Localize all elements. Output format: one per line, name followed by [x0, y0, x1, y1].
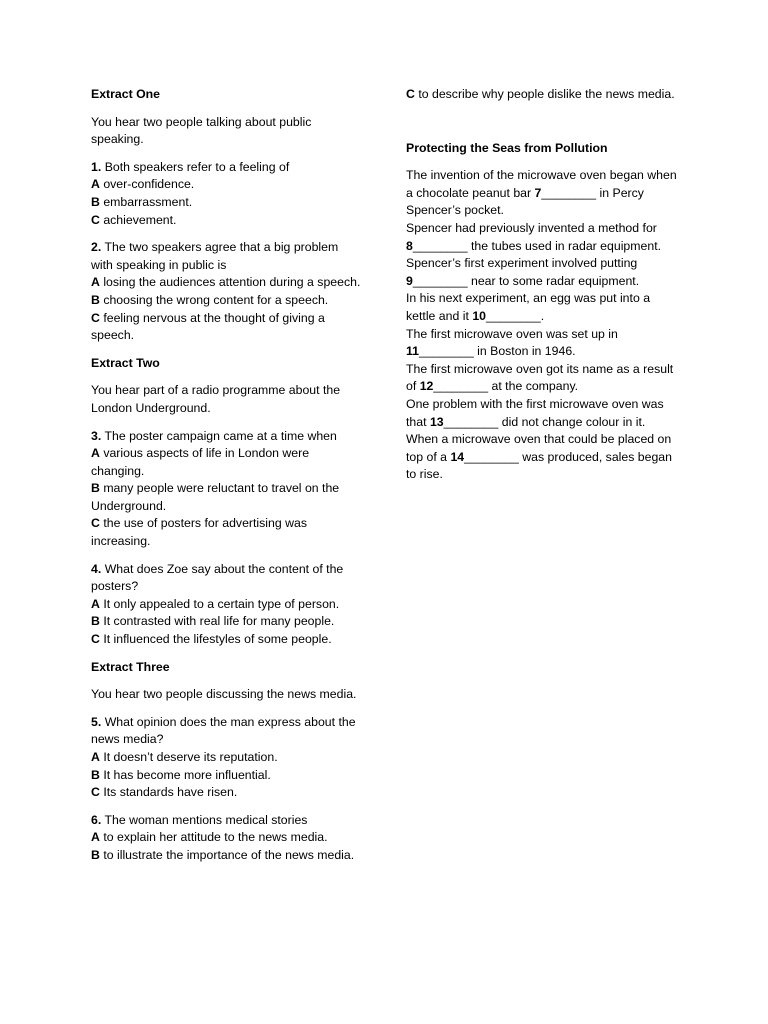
- option-text: achievement.: [103, 212, 177, 227]
- question-text: What opinion does the man express about the news media?: [91, 714, 356, 747]
- option-letter: B: [91, 767, 100, 782]
- sentence-text: in Boston in 1946.: [473, 344, 576, 359]
- extract-heading: Extract Two: [91, 355, 160, 370]
- option-text: choosing the wrong content for a speech.: [103, 292, 329, 307]
- option-letter: A: [91, 446, 100, 461]
- option: [91, 784, 363, 802]
- option-text: to describe why people dislike the news media.: [418, 87, 675, 101]
- answer-blank[interactable]: ________: [443, 414, 499, 429]
- answer-blank[interactable]: ________: [486, 308, 541, 323]
- sentence-text: When a microwave oven that could be placed on top of a: [406, 432, 672, 464]
- gap-fill-sentence: [406, 361, 678, 396]
- option: [91, 515, 363, 550]
- question-number: 4.: [91, 561, 102, 576]
- extract-intro: You hear part of a radio programme about the London Underground.: [91, 383, 341, 415]
- sentence-text: The first microwave oven got its name as a result of: [406, 361, 674, 394]
- gap-number: 14: [450, 449, 465, 464]
- gap-fill-sentence: [406, 396, 678, 431]
- answer-blank[interactable]: ________: [412, 238, 468, 253]
- sentence-text: The first microwave oven was set up in: [406, 326, 618, 341]
- option: [91, 767, 363, 785]
- section-heading: Protecting the Seas from Pollution: [406, 140, 608, 155]
- gap-number: 7: [534, 185, 542, 200]
- extract-heading: Extract Three: [91, 659, 170, 674]
- option: [91, 310, 363, 345]
- option: [91, 613, 363, 631]
- question-6: [91, 812, 363, 865]
- option-text: It doesn’t deserve its reputation.: [103, 750, 278, 764]
- option-text: It influenced the lifestyles of some people.: [103, 632, 332, 647]
- answer-blank[interactable]: ________: [412, 273, 468, 288]
- sentence-text: .: [540, 308, 545, 323]
- option-letter: B: [91, 292, 100, 307]
- option-letter: A: [91, 177, 100, 192]
- question-text: What does Zoe say about the content of the posters?: [91, 561, 344, 594]
- extract-intro: You hear two people discussing the news media.: [91, 687, 357, 702]
- left-column: [91, 86, 363, 875]
- option: [91, 847, 363, 865]
- option: [91, 596, 363, 614]
- option-text: the use of posters for advertising was increasing.: [91, 516, 307, 549]
- option-letter: B: [91, 194, 100, 209]
- gap-fill-sentence: [406, 167, 678, 220]
- option: [91, 176, 363, 194]
- sentence-text: at the company.: [488, 379, 579, 394]
- option-continued: [406, 86, 678, 104]
- option: [91, 292, 363, 310]
- option: [91, 749, 363, 767]
- option-letter: C: [91, 212, 100, 227]
- question-stem: [91, 239, 363, 274]
- sentence-text: near to some radar equipment.: [467, 273, 640, 288]
- question-2: [91, 239, 363, 345]
- sentence-text: In his next experiment, an egg was put into a kettle and it: [406, 291, 651, 323]
- gap-fill-sentence: [406, 220, 678, 255]
- extract-three: [91, 659, 363, 865]
- gap-fill-sentence: [406, 255, 678, 290]
- option-text: It has become more influential.: [103, 767, 271, 782]
- question-5: [91, 714, 363, 802]
- option: [91, 194, 363, 212]
- question-stem: [91, 561, 363, 596]
- question-number: 3.: [91, 428, 102, 443]
- question-4: [91, 561, 363, 649]
- question-3: [91, 428, 363, 551]
- extract-heading: Extract One: [91, 87, 161, 101]
- sentence-text: Spencer’s first experiment involved putting: [406, 256, 638, 271]
- option-text: embarrassment.: [103, 194, 193, 209]
- option: [91, 274, 363, 292]
- option-letter: B: [91, 481, 100, 496]
- option-letter: C: [406, 87, 415, 101]
- extract-one: [91, 86, 363, 345]
- option-letter: A: [91, 830, 100, 845]
- extract-two: [91, 355, 363, 649]
- option-letter: C: [91, 785, 100, 800]
- option-text: Its standards have risen.: [103, 785, 238, 800]
- option: [91, 829, 363, 847]
- question-text: The two speakers agree that a big problem with speaking in public is: [91, 240, 339, 272]
- option-text: many people were reluctant to travel on the Underground.: [91, 481, 340, 513]
- question-number: 1.: [91, 159, 102, 174]
- section-protecting-seas: [406, 140, 678, 484]
- question-stem: [91, 159, 363, 177]
- answer-blank[interactable]: ________: [433, 379, 489, 394]
- option-letter: A: [91, 596, 100, 611]
- gap-fill-sentence: [406, 326, 678, 361]
- answer-blank[interactable]: ________: [541, 185, 597, 200]
- option-letter: C: [91, 516, 100, 531]
- option-text: various aspects of life in London were changing.: [91, 446, 310, 478]
- option: [91, 212, 363, 230]
- answer-blank[interactable]: ________: [419, 344, 474, 359]
- sentence-text: the tubes used in radar equipment.: [467, 238, 662, 253]
- option: [91, 480, 363, 515]
- question-text: Both speakers refer to a feeling of: [104, 159, 290, 174]
- option-letter: A: [91, 275, 100, 290]
- sentence-text: was produced, sales began to rise.: [406, 449, 672, 482]
- gap-fill-sentence: [406, 290, 678, 325]
- option-letter: B: [91, 614, 100, 629]
- question-stem: [91, 714, 363, 749]
- question-stem: [91, 812, 363, 830]
- option-text: It contrasted with real life for many people.: [103, 614, 335, 629]
- option: [91, 631, 363, 649]
- option-letter: C: [91, 632, 100, 647]
- question-number: 6.: [91, 812, 102, 827]
- question-number: 5.: [91, 714, 102, 729]
- answer-blank[interactable]: ________: [464, 449, 519, 464]
- option-text: It only appealed to a certain type of person.: [103, 596, 340, 611]
- sentence-text: in Percy Spencer’s pocket.: [406, 185, 644, 218]
- question-text: The woman mentions medical stories: [104, 812, 308, 827]
- option-text: to illustrate the importance of the news media.: [103, 847, 355, 862]
- gap-fill-sentence: [406, 431, 678, 484]
- sentence-text: One problem with the first microwave oven was that: [406, 396, 664, 429]
- question-number: 2.: [91, 240, 102, 255]
- option-text: feeling nervous at the thought of giving a speech.: [91, 310, 325, 343]
- gap-number: 13: [429, 414, 444, 429]
- right-column: [406, 86, 678, 484]
- gap-number: 12: [419, 379, 434, 394]
- option: [91, 445, 363, 480]
- sentence-text: did not change colour in it.: [498, 414, 646, 429]
- option-text: to explain her attitude to the news media.: [103, 830, 328, 845]
- gap-number: 11: [406, 344, 419, 359]
- sentence-text: Spencer had previously invented a method for: [406, 220, 657, 235]
- gap-number: 9: [406, 273, 413, 288]
- question-text: The poster campaign came at a time when: [104, 428, 337, 443]
- question-1: [91, 159, 363, 229]
- gap-fill-sentences: [406, 167, 678, 484]
- sentence-text: The invention of the microwave oven began when a chocolate peanut bar: [406, 168, 677, 200]
- extract-intro: You hear two people talking about public speaking.: [91, 114, 312, 147]
- option-text: over-confidence.: [103, 177, 195, 192]
- option-text: losing the audiences attention during a speech.: [103, 275, 361, 290]
- option-letter: B: [91, 847, 100, 862]
- option-letter: A: [91, 750, 100, 764]
- gap-number: 8: [406, 238, 413, 253]
- question-stem: [91, 428, 363, 446]
- option-letter: C: [91, 310, 100, 325]
- gap-number: 10: [472, 308, 486, 323]
